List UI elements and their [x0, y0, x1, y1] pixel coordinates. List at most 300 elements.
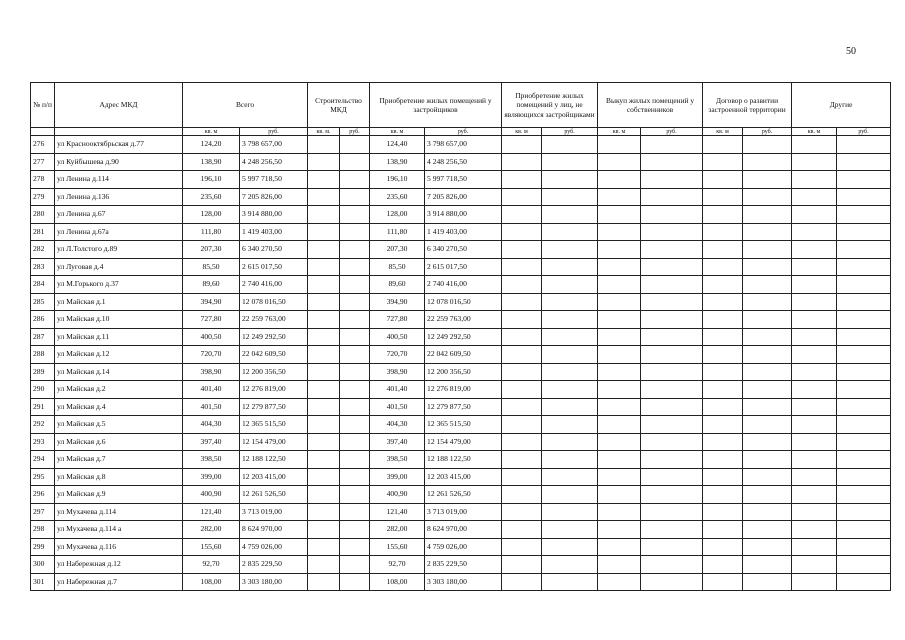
- unit-rub: руб.: [340, 128, 370, 136]
- empty-cell: [502, 241, 542, 259]
- empty-cell: [598, 258, 641, 276]
- empty-cell: [502, 136, 542, 154]
- table-row: [31, 556, 891, 574]
- row-total-area: 235,60: [183, 188, 240, 206]
- empty-cell: [837, 258, 891, 276]
- empty-cell: [641, 188, 703, 206]
- unit-sqm: кв. м.: [308, 128, 340, 136]
- empty-cell: [792, 381, 837, 399]
- empty-cell: [542, 486, 598, 504]
- empty-cell: [641, 416, 703, 434]
- empty-cell: [837, 276, 891, 294]
- table-row: [31, 468, 891, 486]
- empty-cell: [641, 241, 703, 259]
- empty-cell: [703, 486, 743, 504]
- empty-cell: [792, 241, 837, 259]
- row-total-rub: 12 188 122,50: [240, 451, 308, 469]
- empty-cell: [703, 556, 743, 574]
- row-construction-rub: [340, 311, 370, 329]
- table-row: [31, 311, 891, 329]
- table-row: [31, 346, 891, 364]
- empty-cell: [641, 328, 703, 346]
- row-total-area: 399,00: [183, 468, 240, 486]
- row-purchase-rub: 4 248 256,50: [425, 153, 502, 171]
- empty-cell: [837, 416, 891, 434]
- empty-cell: [542, 171, 598, 189]
- empty-cell: [542, 241, 598, 259]
- row-construction-area: [308, 433, 340, 451]
- row-address: ул Майская д.8: [55, 468, 183, 486]
- empty-cell: [641, 381, 703, 399]
- empty-cell: [598, 521, 641, 539]
- row-purchase-rub: 5 997 718,50: [425, 171, 502, 189]
- empty-cell: [743, 398, 792, 416]
- row-construction-area: [308, 346, 340, 364]
- empty-cell: [502, 521, 542, 539]
- row-total-rub: 3 798 657,00: [240, 136, 308, 154]
- row-construction-area: [308, 258, 340, 276]
- empty-cell: [502, 328, 542, 346]
- empty-cell: [502, 293, 542, 311]
- empty-cell: [641, 136, 703, 154]
- row-total-rub: 3 713 019,00: [240, 503, 308, 521]
- row-construction-area: [308, 451, 340, 469]
- empty-cell: [837, 363, 891, 381]
- row-total-rub: 2 615 017,50: [240, 258, 308, 276]
- header-total: Всего: [183, 83, 308, 128]
- empty-cell: [703, 346, 743, 364]
- row-purchase-rub: 12 200 356,50: [425, 363, 502, 381]
- unit-empty: [55, 128, 183, 136]
- empty-cell: [743, 136, 792, 154]
- empty-cell: [502, 346, 542, 364]
- table-row: [31, 398, 891, 416]
- row-number: 295: [31, 468, 55, 486]
- row-total-rub: 4 759 026,00: [240, 538, 308, 556]
- row-number: 282: [31, 241, 55, 259]
- row-purchase-rub: 12 154 479,00: [425, 433, 502, 451]
- row-address: ул Набережная д.7: [55, 573, 183, 591]
- row-number: 296: [31, 486, 55, 504]
- row-purchase-area: 111,80: [370, 223, 425, 241]
- empty-cell: [598, 381, 641, 399]
- empty-cell: [542, 416, 598, 434]
- empty-cell: [837, 346, 891, 364]
- table-row: [31, 206, 891, 224]
- row-total-area: 124,20: [183, 136, 240, 154]
- empty-cell: [598, 416, 641, 434]
- empty-cell: [837, 451, 891, 469]
- row-purchase-area: 108,00: [370, 573, 425, 591]
- empty-cell: [641, 468, 703, 486]
- row-address: ул Майская д.7: [55, 451, 183, 469]
- row-number: 291: [31, 398, 55, 416]
- empty-cell: [542, 206, 598, 224]
- row-address: ул Майская д.10: [55, 311, 183, 329]
- row-construction-area: [308, 328, 340, 346]
- empty-cell: [837, 468, 891, 486]
- row-purchase-rub: 3 303 180,00: [425, 573, 502, 591]
- unit-sqm: кв. м: [703, 128, 743, 136]
- empty-cell: [641, 556, 703, 574]
- empty-cell: [641, 346, 703, 364]
- empty-cell: [502, 223, 542, 241]
- row-total-area: 196,10: [183, 171, 240, 189]
- row-total-rub: 8 624 970,00: [240, 521, 308, 539]
- units-row: [31, 128, 891, 136]
- row-construction-area: [308, 556, 340, 574]
- row-total-area: 128,00: [183, 206, 240, 224]
- empty-cell: [792, 136, 837, 154]
- empty-cell: [703, 241, 743, 259]
- row-purchase-rub: 12 365 515,50: [425, 416, 502, 434]
- empty-cell: [542, 451, 598, 469]
- row-total-area: 138,90: [183, 153, 240, 171]
- row-number: 290: [31, 381, 55, 399]
- row-purchase-area: 404,30: [370, 416, 425, 434]
- empty-cell: [743, 538, 792, 556]
- row-purchase-rub: 12 203 415,00: [425, 468, 502, 486]
- empty-cell: [743, 153, 792, 171]
- empty-cell: [792, 486, 837, 504]
- empty-cell: [837, 433, 891, 451]
- row-number: 301: [31, 573, 55, 591]
- empty-cell: [743, 328, 792, 346]
- empty-cell: [743, 503, 792, 521]
- empty-cell: [542, 521, 598, 539]
- empty-cell: [743, 276, 792, 294]
- header-num: № п/п: [31, 83, 55, 128]
- empty-cell: [542, 346, 598, 364]
- empty-cell: [542, 538, 598, 556]
- empty-cell: [792, 188, 837, 206]
- row-number: 299: [31, 538, 55, 556]
- empty-cell: [598, 573, 641, 591]
- row-purchase-rub: 12 279 877,50: [425, 398, 502, 416]
- empty-cell: [837, 521, 891, 539]
- row-purchase-area: 85,50: [370, 258, 425, 276]
- row-address: ул Майская д.11: [55, 328, 183, 346]
- row-purchase-area: 399,00: [370, 468, 425, 486]
- empty-cell: [703, 433, 743, 451]
- empty-cell: [641, 153, 703, 171]
- row-total-rub: 12 261 526,50: [240, 486, 308, 504]
- empty-cell: [598, 311, 641, 329]
- empty-cell: [837, 503, 891, 521]
- row-total-area: 720,70: [183, 346, 240, 364]
- table-row: [31, 188, 891, 206]
- row-purchase-area: 398,50: [370, 451, 425, 469]
- row-construction-rub: [340, 398, 370, 416]
- row-total-area: 282,00: [183, 521, 240, 539]
- row-address: ул Майская д.5: [55, 416, 183, 434]
- row-total-rub: 12 276 819,00: [240, 381, 308, 399]
- table-row: [31, 538, 891, 556]
- empty-cell: [837, 206, 891, 224]
- empty-cell: [792, 258, 837, 276]
- row-construction-area: [308, 363, 340, 381]
- empty-cell: [502, 381, 542, 399]
- row-number: 285: [31, 293, 55, 311]
- row-purchase-area: 121,40: [370, 503, 425, 521]
- table-row: [31, 573, 891, 591]
- row-construction-rub: [340, 538, 370, 556]
- row-purchase-rub: 3 798 657,00: [425, 136, 502, 154]
- row-total-rub: 2 835 229,50: [240, 556, 308, 574]
- row-construction-area: [308, 276, 340, 294]
- empty-cell: [703, 328, 743, 346]
- empty-cell: [703, 293, 743, 311]
- row-construction-rub: [340, 346, 370, 364]
- empty-cell: [837, 486, 891, 504]
- empty-cell: [598, 136, 641, 154]
- row-purchase-area: 401,50: [370, 398, 425, 416]
- header-address: Адрес МКД: [55, 83, 183, 128]
- empty-cell: [743, 521, 792, 539]
- row-total-area: 89,60: [183, 276, 240, 294]
- empty-cell: [743, 556, 792, 574]
- empty-cell: [598, 171, 641, 189]
- row-construction-area: [308, 188, 340, 206]
- empty-cell: [743, 188, 792, 206]
- empty-cell: [598, 241, 641, 259]
- empty-cell: [792, 468, 837, 486]
- empty-cell: [641, 311, 703, 329]
- empty-cell: [502, 206, 542, 224]
- empty-cell: [542, 258, 598, 276]
- row-construction-rub: [340, 188, 370, 206]
- empty-cell: [598, 468, 641, 486]
- empty-cell: [792, 328, 837, 346]
- unit-empty: [31, 128, 55, 136]
- empty-cell: [641, 206, 703, 224]
- empty-cell: [703, 276, 743, 294]
- unit-rub: руб.: [542, 128, 598, 136]
- row-number: 280: [31, 206, 55, 224]
- empty-cell: [502, 538, 542, 556]
- table-row: [31, 381, 891, 399]
- empty-cell: [502, 311, 542, 329]
- row-construction-rub: [340, 503, 370, 521]
- empty-cell: [743, 468, 792, 486]
- empty-cell: [792, 451, 837, 469]
- empty-cell: [703, 538, 743, 556]
- row-number: 294: [31, 451, 55, 469]
- row-total-rub: 2 740 416,00: [240, 276, 308, 294]
- empty-cell: [792, 293, 837, 311]
- row-total-rub: 12 365 515,50: [240, 416, 308, 434]
- table-row: [31, 136, 891, 154]
- empty-cell: [703, 416, 743, 434]
- empty-cell: [641, 433, 703, 451]
- row-construction-area: [308, 486, 340, 504]
- row-purchase-rub: 2 615 017,50: [425, 258, 502, 276]
- empty-cell: [743, 433, 792, 451]
- row-number: 292: [31, 416, 55, 434]
- empty-cell: [598, 293, 641, 311]
- table-row: [31, 276, 891, 294]
- row-total-area: 207,30: [183, 241, 240, 259]
- row-purchase-rub: 7 205 826,00: [425, 188, 502, 206]
- row-total-area: 401,40: [183, 381, 240, 399]
- empty-cell: [703, 171, 743, 189]
- empty-cell: [598, 276, 641, 294]
- empty-cell: [837, 241, 891, 259]
- table-row: [31, 293, 891, 311]
- empty-cell: [598, 153, 641, 171]
- unit-rub: руб.: [425, 128, 502, 136]
- empty-cell: [598, 188, 641, 206]
- row-purchase-rub: 12 188 122,50: [425, 451, 502, 469]
- row-address: ул Мухачева д.116: [55, 538, 183, 556]
- table-row: [31, 451, 891, 469]
- empty-cell: [743, 486, 792, 504]
- row-number: 300: [31, 556, 55, 574]
- unit-rub: руб.: [743, 128, 792, 136]
- row-purchase-rub: 4 759 026,00: [425, 538, 502, 556]
- unit-sqm: кв. м: [598, 128, 641, 136]
- empty-cell: [792, 416, 837, 434]
- row-total-area: 727,80: [183, 311, 240, 329]
- row-construction-rub: [340, 486, 370, 504]
- row-number: 283: [31, 258, 55, 276]
- empty-cell: [837, 398, 891, 416]
- row-purchase-area: 720,70: [370, 346, 425, 364]
- row-construction-area: [308, 538, 340, 556]
- row-construction-rub: [340, 276, 370, 294]
- empty-cell: [792, 521, 837, 539]
- table-row: [31, 486, 891, 504]
- row-purchase-rub: 12 078 016,50: [425, 293, 502, 311]
- unit-rub: руб.: [837, 128, 891, 136]
- row-total-area: 400,90: [183, 486, 240, 504]
- unit-rub: руб.: [240, 128, 308, 136]
- row-construction-area: [308, 503, 340, 521]
- row-construction-rub: [340, 206, 370, 224]
- empty-cell: [792, 503, 837, 521]
- empty-cell: [542, 311, 598, 329]
- empty-cell: [743, 241, 792, 259]
- table-row: [31, 258, 891, 276]
- row-address: ул Майская д.9: [55, 486, 183, 504]
- empty-cell: [641, 538, 703, 556]
- empty-cell: [598, 223, 641, 241]
- empty-cell: [743, 293, 792, 311]
- row-address: ул Мухачева д.114 а: [55, 521, 183, 539]
- empty-cell: [598, 398, 641, 416]
- empty-cell: [598, 556, 641, 574]
- row-address: ул Майская д.14: [55, 363, 183, 381]
- row-total-rub: 12 200 356,50: [240, 363, 308, 381]
- empty-cell: [743, 311, 792, 329]
- unit-sqm: кв. м: [370, 128, 425, 136]
- row-total-area: 400,50: [183, 328, 240, 346]
- empty-cell: [703, 223, 743, 241]
- row-number: 281: [31, 223, 55, 241]
- row-purchase-rub: 2 835 229,50: [425, 556, 502, 574]
- row-address: ул Майская д.1: [55, 293, 183, 311]
- row-construction-area: [308, 416, 340, 434]
- empty-cell: [598, 503, 641, 521]
- row-construction-area: [308, 241, 340, 259]
- empty-cell: [837, 136, 891, 154]
- row-construction-area: [308, 153, 340, 171]
- empty-cell: [542, 328, 598, 346]
- empty-cell: [641, 293, 703, 311]
- unit-sqm: кв. м: [502, 128, 542, 136]
- row-total-area: 85,50: [183, 258, 240, 276]
- row-construction-area: [308, 573, 340, 591]
- empty-cell: [641, 398, 703, 416]
- empty-cell: [792, 223, 837, 241]
- row-construction-rub: [340, 573, 370, 591]
- row-number: 286: [31, 311, 55, 329]
- row-construction-rub: [340, 328, 370, 346]
- empty-cell: [641, 363, 703, 381]
- row-construction-rub: [340, 381, 370, 399]
- row-total-rub: 12 249 292,50: [240, 328, 308, 346]
- table-row: [31, 223, 891, 241]
- row-number: 287: [31, 328, 55, 346]
- row-purchase-area: 282,00: [370, 521, 425, 539]
- empty-cell: [598, 328, 641, 346]
- row-construction-area: [308, 311, 340, 329]
- row-construction-area: [308, 398, 340, 416]
- empty-cell: [703, 206, 743, 224]
- table-row: [31, 416, 891, 434]
- empty-cell: [792, 276, 837, 294]
- row-purchase-rub: 1 419 403,00: [425, 223, 502, 241]
- empty-cell: [542, 293, 598, 311]
- header-other: Другие: [792, 83, 891, 128]
- row-purchase-rub: 12 249 292,50: [425, 328, 502, 346]
- row-construction-rub: [340, 293, 370, 311]
- empty-cell: [837, 556, 891, 574]
- row-construction-rub: [340, 451, 370, 469]
- empty-cell: [792, 171, 837, 189]
- empty-cell: [743, 573, 792, 591]
- empty-cell: [542, 468, 598, 486]
- row-construction-area: [308, 381, 340, 399]
- row-address: ул Краснооктябрьская д.77: [55, 136, 183, 154]
- table-row: [31, 171, 891, 189]
- empty-cell: [542, 433, 598, 451]
- header-construction: Строительство МКД: [308, 83, 370, 128]
- empty-cell: [792, 311, 837, 329]
- empty-cell: [792, 398, 837, 416]
- row-address: ул Ленина д.67: [55, 206, 183, 224]
- row-total-rub: 22 259 763,00: [240, 311, 308, 329]
- empty-cell: [641, 223, 703, 241]
- row-purchase-area: 124,40: [370, 136, 425, 154]
- empty-cell: [837, 188, 891, 206]
- empty-cell: [837, 381, 891, 399]
- empty-cell: [502, 188, 542, 206]
- empty-cell: [837, 538, 891, 556]
- empty-cell: [703, 188, 743, 206]
- empty-cell: [792, 346, 837, 364]
- empty-cell: [502, 573, 542, 591]
- row-purchase-area: 92,70: [370, 556, 425, 574]
- empty-cell: [542, 276, 598, 294]
- table-row: [31, 241, 891, 259]
- row-total-rub: 4 248 256,50: [240, 153, 308, 171]
- row-total-rub: 12 154 479,00: [240, 433, 308, 451]
- table-row: [31, 153, 891, 171]
- row-purchase-rub: 3 713 019,00: [425, 503, 502, 521]
- row-number: 278: [31, 171, 55, 189]
- empty-cell: [598, 538, 641, 556]
